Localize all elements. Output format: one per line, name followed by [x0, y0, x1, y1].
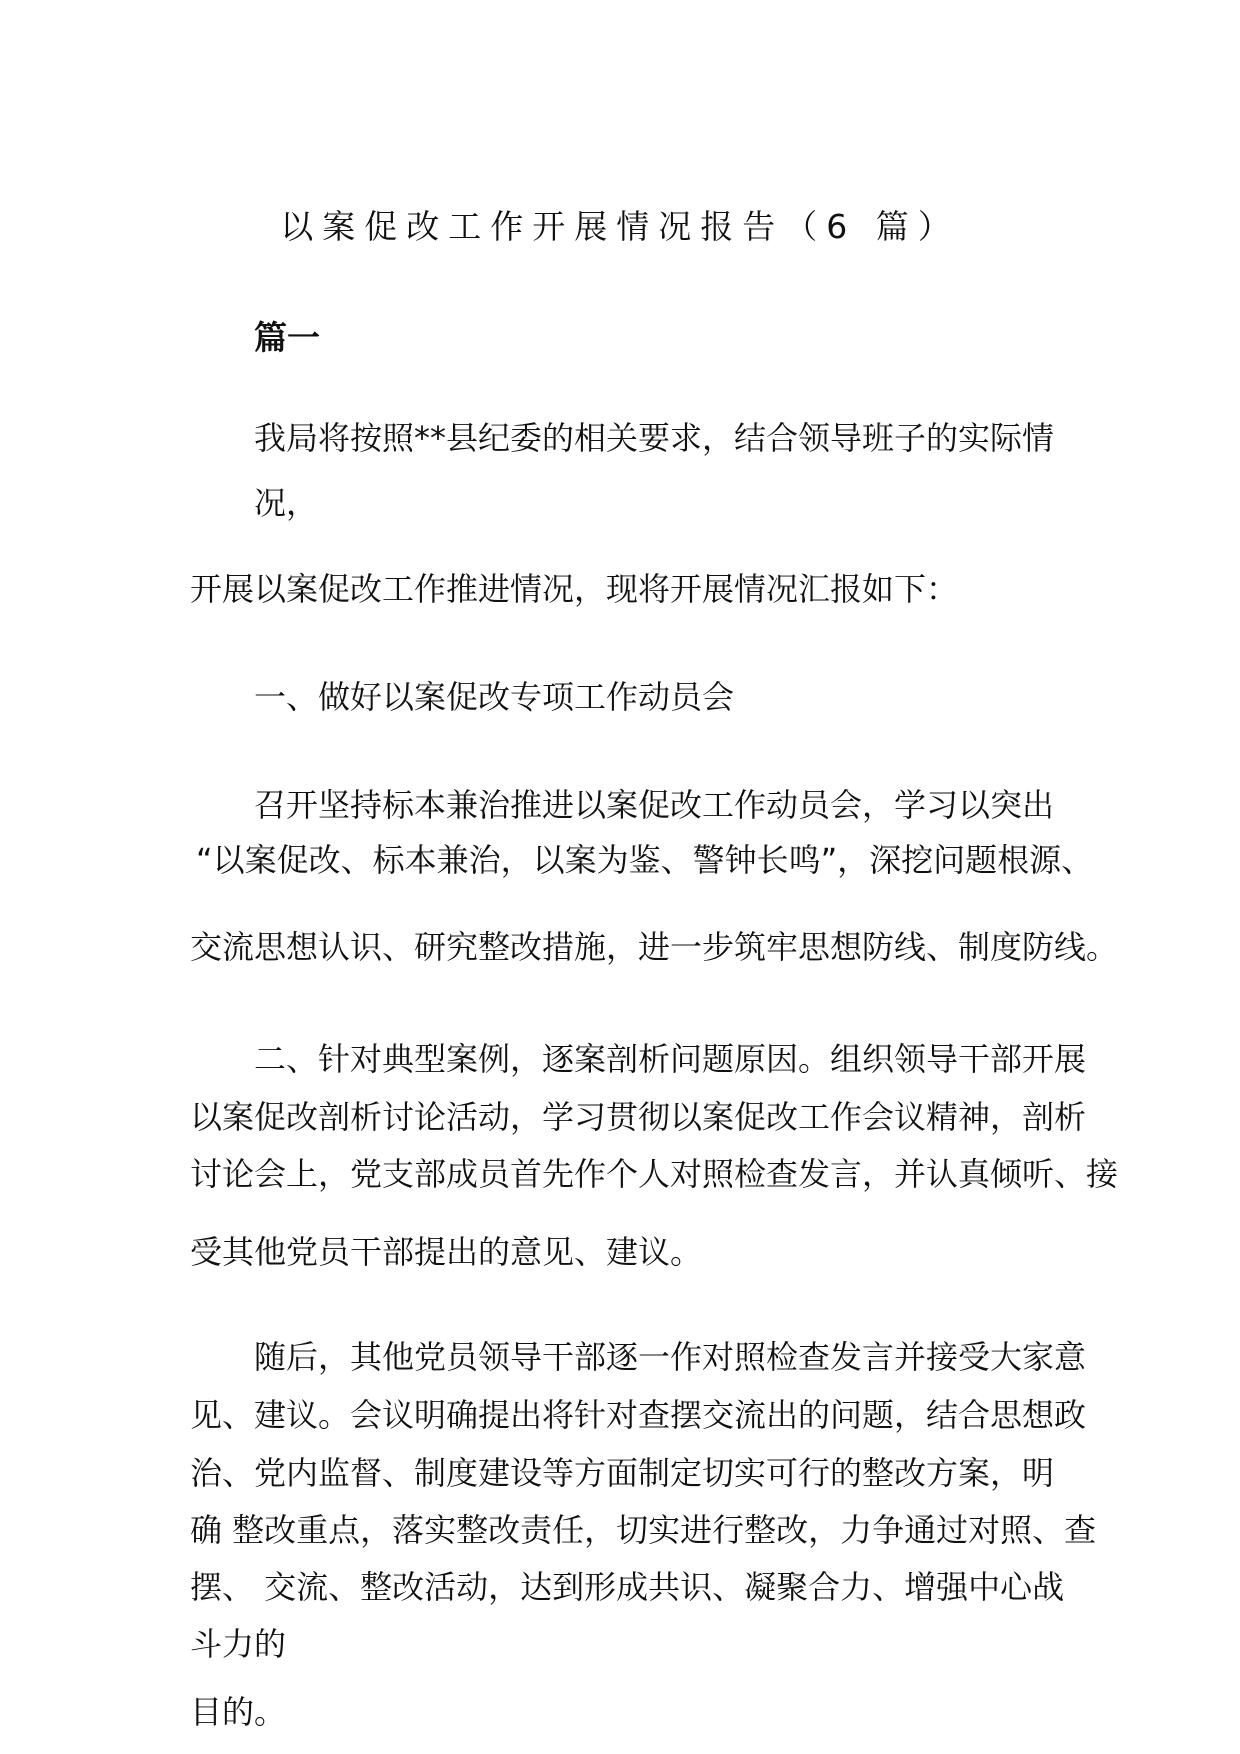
paragraph-line: 斗力的 [190, 1625, 287, 1663]
paragraph-line: 一、做好以案促改专项工作动员会 [254, 678, 735, 716]
paragraph-line: 受其他党员干部提出的意见、建议。 [190, 1233, 703, 1271]
paragraph-line: 以案促改剖析讨论活动，学习贯彻以案促改工作会议精神，剖析 [190, 1098, 1087, 1136]
paragraph-line: 见、建议。会议明确提出将针对查摆交流出的问题，结合思想政 [190, 1396, 1087, 1434]
paragraph-line: 摆、 交流、整改活动，达到形成共识、凝聚合力、增强中心战 [190, 1568, 1065, 1606]
paragraph-line: 目的。 [190, 1693, 287, 1731]
paragraph-line: 召开坚持标本兼治推进以案促改工作动员会，学习以突出 [254, 786, 1055, 824]
paragraph-line: 交流思想认识、研究整改措施，进一步筑牢思想防线、制度防线。 [190, 928, 1119, 966]
paragraph-line: 讨论会上，党支部成员首先作个人对照检查发言，并认真倾听、接 [190, 1155, 1119, 1193]
paragraph-line: 我局将按照**县纪委的相关要求，结合领导班子的实际情 [254, 419, 1055, 457]
document-title: 以案促改工作开展情况报告（6 篇） [280, 207, 960, 246]
paragraph-line: 况， [254, 484, 319, 522]
paragraph-line: 二、针对典型案例，逐案剖析问题原因。组织领导干部开展 [254, 1040, 1087, 1078]
paragraph-line: 治、党内监督、制度建设等方面制定切实可行的整改方案，明 [190, 1454, 1055, 1492]
paragraph-line: “以案促改、标本兼治，以案为鉴、警钟长鸣”，深挖问题根源、 [196, 841, 1094, 879]
paragraph-line: 确 整改重点，落实整改责任，切实进行整改，力争通过对照、查 [190, 1511, 1097, 1549]
paragraph-line: 随后，其他党员领导干部逐一作对照检查发言并接受大家意 [254, 1338, 1087, 1376]
paragraph-line: 开展以案促改工作推进情况，现将开展情况汇报如下： [190, 570, 959, 608]
section-heading: 篇一 [254, 318, 320, 357]
